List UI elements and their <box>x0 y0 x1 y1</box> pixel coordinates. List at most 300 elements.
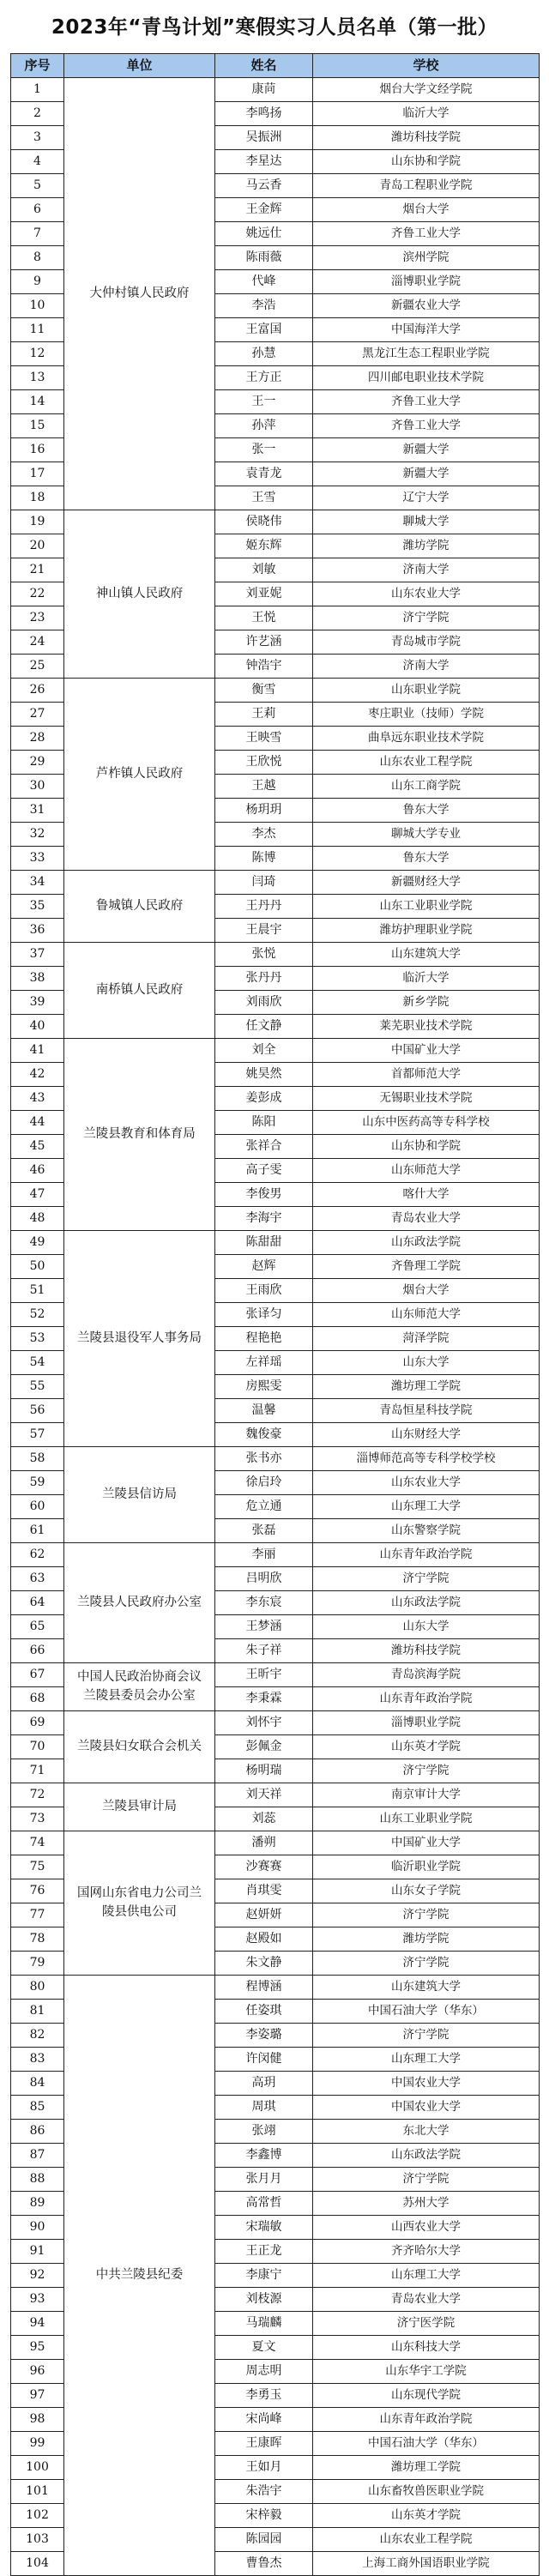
row-school: 南京审计大学 <box>313 1783 540 1807</box>
row-name: 曹鲁杰 <box>215 2552 313 2576</box>
row-school: 山东建筑大学 <box>313 943 540 967</box>
row-number: 30 <box>11 775 64 799</box>
table-row <box>11 1976 540 2000</box>
header-name: 姓名 <box>215 54 313 78</box>
row-name: 孙慧 <box>215 342 313 366</box>
row-school: 齐鲁工业大学 <box>313 414 540 438</box>
row-school: 潍坊理工学院 <box>313 2456 540 2480</box>
table-row <box>11 1447 540 1471</box>
row-school: 山东畜牧兽医职业学院 <box>313 2480 540 2504</box>
row-school: 青岛农业大学 <box>313 2288 540 2312</box>
row-number: 7 <box>11 222 64 246</box>
row-school: 齐鲁工业大学 <box>313 222 540 246</box>
row-school: 四川邮电职业技术学院 <box>313 366 540 390</box>
row-school: 曲阜远东职业技术学院 <box>313 727 540 751</box>
row-number: 12 <box>11 342 64 366</box>
row-number: 11 <box>11 318 64 342</box>
row-school: 山东政法学院 <box>313 2144 540 2168</box>
row-school: 中国石油大学（华东） <box>313 2432 540 2456</box>
row-name: 王悦 <box>215 606 313 630</box>
row-name: 刘雨欣 <box>215 991 313 1015</box>
row-name: 王映雪 <box>215 727 313 751</box>
row-name: 马云香 <box>215 174 313 198</box>
row-name: 王莉 <box>215 703 313 727</box>
row-number: 104 <box>11 2552 64 2576</box>
row-unit: 兰陵县妇女联合会机关 <box>64 1711 215 1783</box>
row-school: 济南大学 <box>313 655 540 679</box>
row-school: 齐齐哈尔大学 <box>313 2240 540 2264</box>
row-number: 1 <box>11 78 64 102</box>
row-school: 山东英才学院 <box>313 1735 540 1759</box>
header-unit: 单位 <box>64 54 215 78</box>
row-name: 李星达 <box>215 150 313 174</box>
row-name: 张译匀 <box>215 1303 313 1327</box>
row-unit: 兰陵县人民政府办公室 <box>64 1543 215 1663</box>
row-school: 潍坊理工学院 <box>313 1375 540 1399</box>
table-row <box>11 679 540 703</box>
row-number: 88 <box>11 2168 64 2192</box>
row-number: 92 <box>11 2264 64 2288</box>
row-name: 刘怀宇 <box>215 1711 313 1735</box>
row-number: 91 <box>11 2240 64 2264</box>
table-row <box>11 1543 540 1567</box>
row-school: 中国矿业大学 <box>313 1831 540 1855</box>
row-number: 59 <box>11 1471 64 1495</box>
row-name: 李东宸 <box>215 1591 313 1615</box>
row-number: 100 <box>11 2456 64 2480</box>
row-name: 李海宇 <box>215 1207 313 1231</box>
table-row <box>11 1783 540 1807</box>
row-school: 潍坊学院 <box>313 534 540 558</box>
row-number: 71 <box>11 1759 64 1783</box>
row-number: 4 <box>11 150 64 174</box>
row-name: 刘亚妮 <box>215 582 313 606</box>
row-name: 马瑞麟 <box>215 2312 313 2336</box>
row-number: 83 <box>11 2048 64 2072</box>
row-school: 山东农业大学 <box>313 1471 540 1495</box>
header-school: 学校 <box>313 54 540 78</box>
row-school: 山东大学 <box>313 1615 540 1639</box>
row-school: 青岛工程职业学院 <box>313 174 540 198</box>
header-row <box>11 54 540 78</box>
row-school: 山东协和学院 <box>313 150 540 174</box>
row-school: 山东英才学院 <box>313 2504 540 2528</box>
row-school: 山东理工大学 <box>313 1495 540 1519</box>
row-name: 高玥 <box>215 2072 313 2096</box>
row-name: 危立通 <box>215 1495 313 1519</box>
row-school: 新疆大学 <box>313 438 540 462</box>
row-school: 山东理工大学 <box>313 2048 540 2072</box>
row-number: 43 <box>11 1087 64 1111</box>
row-name: 王如月 <box>215 2456 313 2480</box>
row-number: 76 <box>11 1879 64 1903</box>
table-row <box>11 943 540 967</box>
row-number: 61 <box>11 1519 64 1543</box>
intern-roster-table <box>10 53 540 2576</box>
row-name: 刘全 <box>215 1039 313 1063</box>
row-name: 陈园园 <box>215 2528 313 2552</box>
row-number: 81 <box>11 2000 64 2024</box>
row-school: 莱芜职业技术学院 <box>313 1015 540 1039</box>
table-row <box>11 1039 540 1063</box>
row-unit: 芦柞镇人民政府 <box>64 679 215 871</box>
row-name: 张悦 <box>215 943 313 967</box>
row-name: 陈雨薇 <box>215 246 313 270</box>
row-number: 64 <box>11 1591 64 1615</box>
row-number: 68 <box>11 1687 64 1711</box>
row-number: 62 <box>11 1543 64 1567</box>
row-number: 34 <box>11 871 64 895</box>
row-unit: 中共兰陵县纪委 <box>64 1976 215 2576</box>
row-number: 37 <box>11 943 64 967</box>
table-row <box>11 1231 540 1255</box>
row-name: 李浩 <box>215 294 313 318</box>
row-number: 45 <box>11 1135 64 1159</box>
row-number: 48 <box>11 1207 64 1231</box>
row-school: 烟台大学 <box>313 1279 540 1303</box>
row-name: 王富国 <box>215 318 313 342</box>
row-name: 张祥合 <box>215 1135 313 1159</box>
header-number: 序号 <box>11 54 64 78</box>
row-number: 33 <box>11 847 64 871</box>
row-number: 55 <box>11 1375 64 1399</box>
row-name: 王欣悦 <box>215 751 313 775</box>
row-number: 39 <box>11 991 64 1015</box>
row-number: 21 <box>11 558 64 582</box>
row-school: 新疆农业大学 <box>313 294 540 318</box>
row-school: 东北大学 <box>313 2120 540 2144</box>
row-number: 23 <box>11 606 64 630</box>
row-number: 42 <box>11 1063 64 1087</box>
row-school: 山东理工大学 <box>313 2264 540 2288</box>
row-number: 78 <box>11 1927 64 1952</box>
row-school: 山东科技大学 <box>313 2336 540 2360</box>
row-name: 王丹丹 <box>215 895 313 919</box>
row-unit: 兰陵县教育和体育局 <box>64 1039 215 1231</box>
row-number: 66 <box>11 1639 64 1663</box>
row-school: 淄博职业学院 <box>313 270 540 294</box>
row-number: 14 <box>11 390 64 414</box>
row-school: 辽宁大学 <box>313 486 540 510</box>
table-header <box>11 54 540 78</box>
row-name: 夏文 <box>215 2336 313 2360</box>
row-school: 淄博职业学院 <box>313 1711 540 1735</box>
row-number: 98 <box>11 2408 64 2432</box>
row-school: 中国矿业大学 <box>313 1039 540 1063</box>
row-name: 杨玥玥 <box>215 799 313 823</box>
row-number: 40 <box>11 1015 64 1039</box>
row-number: 94 <box>11 2312 64 2336</box>
row-name: 赵妍妍 <box>215 1903 313 1927</box>
row-number: 26 <box>11 679 64 703</box>
row-number: 93 <box>11 2288 64 2312</box>
row-name: 李秉霖 <box>215 1687 313 1711</box>
row-name: 张书亦 <box>215 1447 313 1471</box>
row-number: 89 <box>11 2192 64 2216</box>
row-school: 中国石油大学（华东） <box>313 2000 540 2024</box>
row-unit: 国网山东省电力公司兰陵县供电公司 <box>64 1831 215 1976</box>
row-number: 65 <box>11 1615 64 1639</box>
row-number: 5 <box>11 174 64 198</box>
row-number: 2 <box>11 102 64 126</box>
row-school: 山东华宇工学院 <box>313 2360 540 2384</box>
row-school: 菏泽学院 <box>313 1327 540 1351</box>
row-unit: 中国人民政治协商会议兰陵县委员会办公室 <box>64 1663 215 1711</box>
row-number: 51 <box>11 1279 64 1303</box>
document-title: 2023年“青鸟计划”寒假实习人员名单（第一批） <box>51 15 498 39</box>
row-number: 18 <box>11 486 64 510</box>
row-school: 济宁学院 <box>313 2024 540 2048</box>
row-number: 101 <box>11 2480 64 2504</box>
row-school: 聊城大学专业 <box>313 823 540 847</box>
row-school: 新疆财经大学 <box>313 871 540 895</box>
row-name: 朱浩宇 <box>215 2480 313 2504</box>
table-row <box>11 1663 540 1687</box>
row-school: 首都师范大学 <box>313 1063 540 1087</box>
row-name: 周志明 <box>215 2360 313 2384</box>
row-school: 聊城大学 <box>313 510 540 534</box>
row-name: 李勇玉 <box>215 2384 313 2408</box>
row-school: 济宁学院 <box>313 1759 540 1783</box>
row-school: 山东政法学院 <box>313 1591 540 1615</box>
row-name: 任姿琪 <box>215 2000 313 2024</box>
row-school: 临沂大学 <box>313 102 540 126</box>
row-school: 山东财经大学 <box>313 1423 540 1447</box>
row-number: 8 <box>11 246 64 270</box>
row-name: 张一 <box>215 438 313 462</box>
row-number: 35 <box>11 895 64 919</box>
table-row <box>11 1711 540 1735</box>
row-school: 鲁东大学 <box>313 799 540 823</box>
row-name: 王一 <box>215 390 313 414</box>
row-name: 任文静 <box>215 1015 313 1039</box>
row-school: 喀什大学 <box>313 1183 540 1207</box>
row-unit: 鲁城镇人民政府 <box>64 871 215 943</box>
row-school: 青岛滨海学院 <box>313 1663 540 1687</box>
row-number: 79 <box>11 1952 64 1976</box>
row-name: 沙赛赛 <box>215 1855 313 1879</box>
row-school: 无锡职业技术学院 <box>313 1087 540 1111</box>
row-school: 济宁医学院 <box>313 2312 540 2336</box>
row-name: 宋尚峰 <box>215 2408 313 2432</box>
row-unit: 兰陵县退役军人事务局 <box>64 1231 215 1447</box>
row-name: 王雪 <box>215 486 313 510</box>
row-school: 新疆大学 <box>313 462 540 486</box>
row-number: 25 <box>11 655 64 679</box>
row-school: 潍坊科技学院 <box>313 126 540 150</box>
table-row <box>11 871 540 895</box>
row-name: 王方正 <box>215 366 313 390</box>
row-school: 山东工业职业学院 <box>313 895 540 919</box>
row-school: 山东政法学院 <box>313 1231 540 1255</box>
row-name: 吕明欣 <box>215 1567 313 1591</box>
row-school: 临沂大学 <box>313 967 540 991</box>
row-number: 28 <box>11 727 64 751</box>
row-school: 滨州学院 <box>313 246 540 270</box>
row-school: 山东建筑大学 <box>313 1976 540 2000</box>
row-number: 99 <box>11 2432 64 2456</box>
row-name: 钟浩宇 <box>215 655 313 679</box>
row-number: 58 <box>11 1447 64 1471</box>
row-name: 吴振洲 <box>215 126 313 150</box>
row-number: 27 <box>11 703 64 727</box>
row-name: 张磊 <box>215 1519 313 1543</box>
row-school: 山西农业大学 <box>313 2216 540 2240</box>
table-body <box>11 78 540 2576</box>
table-row <box>11 78 540 102</box>
row-name: 衡雪 <box>215 679 313 703</box>
row-school: 潍坊学院 <box>313 1927 540 1952</box>
row-name: 刘敏 <box>215 558 313 582</box>
row-number: 77 <box>11 1903 64 1927</box>
row-name: 高子雯 <box>215 1159 313 1183</box>
row-number: 63 <box>11 1567 64 1591</box>
row-name: 康苘 <box>215 78 313 102</box>
row-number: 60 <box>11 1495 64 1519</box>
row-school: 山东中医药高等专科学校 <box>313 1111 540 1135</box>
row-name: 高常哲 <box>215 2192 313 2216</box>
row-school: 潍坊护理职业学院 <box>313 919 540 943</box>
table-row <box>11 510 540 534</box>
row-school: 鲁东大学 <box>313 847 540 871</box>
row-number: 47 <box>11 1183 64 1207</box>
row-school: 山东青年政治学院 <box>313 1543 540 1567</box>
row-name: 彭佩金 <box>215 1735 313 1759</box>
row-number: 32 <box>11 823 64 847</box>
row-name: 李杰 <box>215 823 313 847</box>
row-name: 王康晖 <box>215 2432 313 2456</box>
row-school: 山东青年政治学院 <box>313 2408 540 2432</box>
row-number: 102 <box>11 2504 64 2528</box>
row-school: 枣庄职业（技师）学院 <box>313 703 540 727</box>
row-name: 朱子祥 <box>215 1639 313 1663</box>
row-name: 王梦涵 <box>215 1615 313 1639</box>
row-school: 烟台大学文经学院 <box>313 78 540 102</box>
row-name: 程博涵 <box>215 1976 313 2000</box>
row-number: 20 <box>11 534 64 558</box>
row-number: 75 <box>11 1855 64 1879</box>
row-name: 李姿璐 <box>215 2024 313 2048</box>
row-name: 赵殿如 <box>215 1927 313 1952</box>
row-school: 山东大学 <box>313 1351 540 1375</box>
row-name: 陈甜甜 <box>215 1231 313 1255</box>
row-school: 青岛城市学院 <box>313 630 540 655</box>
row-school: 中国农业大学 <box>313 2072 540 2096</box>
row-number: 54 <box>11 1351 64 1375</box>
row-number: 19 <box>11 510 64 534</box>
row-name: 姬东辉 <box>215 534 313 558</box>
row-name: 姚远仕 <box>215 222 313 246</box>
row-school: 济宁学院 <box>313 1567 540 1591</box>
row-number: 56 <box>11 1399 64 1423</box>
row-name: 侯晓伟 <box>215 510 313 534</box>
row-number: 85 <box>11 2096 64 2120</box>
row-school: 中国海洋大学 <box>313 318 540 342</box>
row-number: 52 <box>11 1303 64 1327</box>
row-number: 16 <box>11 438 64 462</box>
row-name: 程艳艳 <box>215 1327 313 1351</box>
row-school: 青岛恒星科技学院 <box>313 1399 540 1423</box>
row-school: 山东协和学院 <box>313 1135 540 1159</box>
row-name: 左祥瑶 <box>215 1351 313 1375</box>
row-school: 山东师范大学 <box>313 1303 540 1327</box>
row-number: 87 <box>11 2144 64 2168</box>
row-unit: 南桥镇人民政府 <box>64 943 215 1039</box>
row-school: 山东现代学院 <box>313 2384 540 2408</box>
row-name: 张丹丹 <box>215 967 313 991</box>
row-number: 17 <box>11 462 64 486</box>
row-number: 82 <box>11 2024 64 2048</box>
row-name: 潘朔 <box>215 1831 313 1855</box>
row-number: 49 <box>11 1231 64 1255</box>
row-number: 84 <box>11 2072 64 2096</box>
row-school: 潍坊科技学院 <box>313 1639 540 1663</box>
row-number: 69 <box>11 1711 64 1735</box>
row-number: 10 <box>11 294 64 318</box>
row-unit: 兰陵县信访局 <box>64 1447 215 1543</box>
row-number: 46 <box>11 1159 64 1183</box>
row-name: 温馨 <box>215 1399 313 1423</box>
row-number: 53 <box>11 1327 64 1351</box>
row-number: 38 <box>11 967 64 991</box>
row-number: 86 <box>11 2120 64 2144</box>
row-name: 张月月 <box>215 2168 313 2192</box>
row-number: 74 <box>11 1831 64 1855</box>
row-unit: 大仲村镇人民政府 <box>64 78 215 510</box>
row-name: 李俊男 <box>215 1183 313 1207</box>
row-name: 王正龙 <box>215 2240 313 2264</box>
row-school: 齐鲁理工学院 <box>313 1255 540 1279</box>
row-number: 70 <box>11 1735 64 1759</box>
row-school: 济宁学院 <box>313 1903 540 1927</box>
row-school: 山东师范大学 <box>313 1159 540 1183</box>
row-name: 姜彭成 <box>215 1087 313 1111</box>
row-name: 赵辉 <box>215 1255 313 1279</box>
row-number: 22 <box>11 582 64 606</box>
row-name: 朱文静 <box>215 1952 313 1976</box>
row-name: 刘天祥 <box>215 1783 313 1807</box>
row-number: 80 <box>11 1976 64 2000</box>
row-school: 齐鲁工业大学 <box>313 390 540 414</box>
row-number: 6 <box>11 198 64 222</box>
row-school: 山东农业大学 <box>313 582 540 606</box>
row-name: 许艺涵 <box>215 630 313 655</box>
row-name: 李鑫博 <box>215 2144 313 2168</box>
row-school: 山东青年政治学院 <box>313 1687 540 1711</box>
row-school: 新乡学院 <box>313 991 540 1015</box>
row-school: 中国农业大学 <box>313 2096 540 2120</box>
row-school: 山东职业学院 <box>313 679 540 703</box>
row-name: 杨明瑞 <box>215 1759 313 1783</box>
row-school: 上海工商外国语职业学院 <box>313 2552 540 2576</box>
row-school: 山东工业职业学院 <box>313 1807 540 1831</box>
row-name: 魏俊豪 <box>215 1423 313 1447</box>
row-school: 临沂职业学院 <box>313 1855 540 1879</box>
row-number: 41 <box>11 1039 64 1063</box>
row-school: 山东农业工程学院 <box>313 751 540 775</box>
row-name: 李鸣扬 <box>215 102 313 126</box>
row-name: 陈博 <box>215 847 313 871</box>
row-name: 陈阳 <box>215 1111 313 1135</box>
row-school: 山东警察学院 <box>313 1519 540 1543</box>
row-number: 72 <box>11 1783 64 1807</box>
row-school: 淄博师范高等专科学校学校 <box>313 1447 540 1471</box>
row-school: 济宁学院 <box>313 606 540 630</box>
row-name: 孙萍 <box>215 414 313 438</box>
row-name: 刘蕊 <box>215 1807 313 1831</box>
row-school: 山东女子学院 <box>313 1879 540 1903</box>
row-name: 姚昊然 <box>215 1063 313 1087</box>
